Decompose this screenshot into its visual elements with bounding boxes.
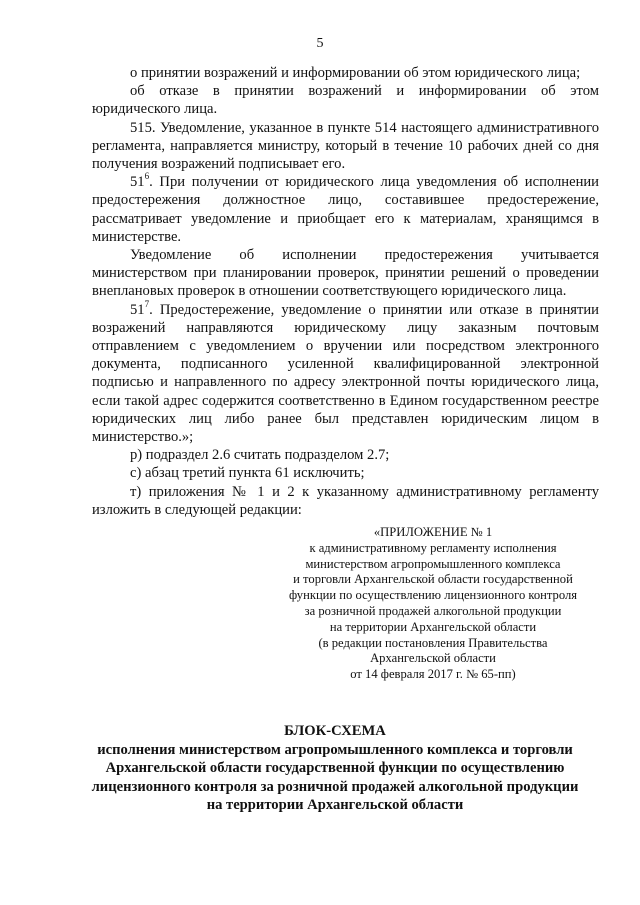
appendix-date: от 14 февраля 2017 г. № 65-пп) xyxy=(350,667,516,682)
appendix-line: функции по осуществлению лицензионного контроля xyxy=(288,588,578,603)
page-number: 5 xyxy=(316,36,324,51)
flowchart-subtitle-line: исполнения министерством агропромышленного комплекса и торговли xyxy=(97,741,573,758)
appendix-line: и торговли Архангельской области государственной xyxy=(293,572,573,587)
document-body xyxy=(92,64,599,519)
clause-number: 51 xyxy=(130,174,145,191)
appendix-line: (в редакции постановления Правительства xyxy=(318,635,548,650)
paragraph-notification-accounting: Уведомление об исполнении предостережения учитывается министерством при планировании проверок, принятии решений о проведении внеплановых проверок в отношении соответствующего юридического лица. xyxy=(92,247,599,300)
paragraph-decision-refuse: об отказе в принятии возражений и информировании об этом юридического лица. xyxy=(92,83,599,118)
flowchart-subtitle-line: лицензионного контроля за розничной продажей алкогольной продукции xyxy=(91,778,579,795)
clause-text: . При получении от юридического лица уведомления об исполнении предостережения должностное лицо, составившее предостережение, рассматривает уведомление и приобщает его к материалам, хранящимся в министерстве. xyxy=(92,174,599,245)
appendix-line: за розничной продажей алкогольной продукции xyxy=(304,603,562,618)
appendix-line: министерством агропромышленного комплекса xyxy=(305,556,561,571)
appendix-title: «ПРИЛОЖЕНИЕ № 1 xyxy=(373,525,493,539)
paragraph-51-7 xyxy=(92,298,599,447)
appendix-line: на территории Архангельской области xyxy=(329,619,537,634)
flowchart-subtitle-line: на территории Архангельской области xyxy=(206,797,464,814)
clause-superscript: 7 xyxy=(144,298,150,309)
clause-superscript: 6 xyxy=(144,171,150,182)
clause-text: . Предостережение, уведомление о принятии или отказе в принятии возражений направляются юридическому лицу заказным почтовым отправлением с уведомлением о вручении или посредством электронного документа, подписанного усиленной квалифицированной электронной подписью и направленного по адресу электронной почты юридического лица, если такой адрес содержится соответственно в Едином государственном реестре юридических лиц либо ранее был представлен юридическим лицом в министерство.»; xyxy=(92,301,599,446)
appendix-line: к административному регламенту исполнения xyxy=(309,540,557,555)
flowchart-subtitle-line: Архангельской области государственной функции по осуществлению xyxy=(105,760,565,777)
flowchart-heading xyxy=(70,722,600,815)
paragraph-s: с) абзац третий пункта 61 исключить; xyxy=(130,465,365,482)
flowchart-title: БЛОК-СХЕМА xyxy=(284,723,386,739)
paragraph-decision-accept: о принятии возражений и информировании об этом юридического лица; xyxy=(130,65,581,81)
paragraph-51-6 xyxy=(92,173,599,246)
appendix-line: Архангельской области xyxy=(370,651,496,666)
clause-number: 51 xyxy=(130,301,145,318)
paragraph-515: 515. Уведомление, указанное в пункте 514 настоящего административного регламента, направляется министру, который в течение 10 рабочих дней со дня получения возражений подписывает его. xyxy=(92,119,599,173)
paragraph-r: р) подраздел 2.6 считать подразделом 2.7; xyxy=(130,447,390,464)
appendix-header xyxy=(268,525,598,683)
paragraph-t: т) приложения № 1 и 2 к указанному административному регламенту изложить в следующей редакции: xyxy=(92,483,599,518)
